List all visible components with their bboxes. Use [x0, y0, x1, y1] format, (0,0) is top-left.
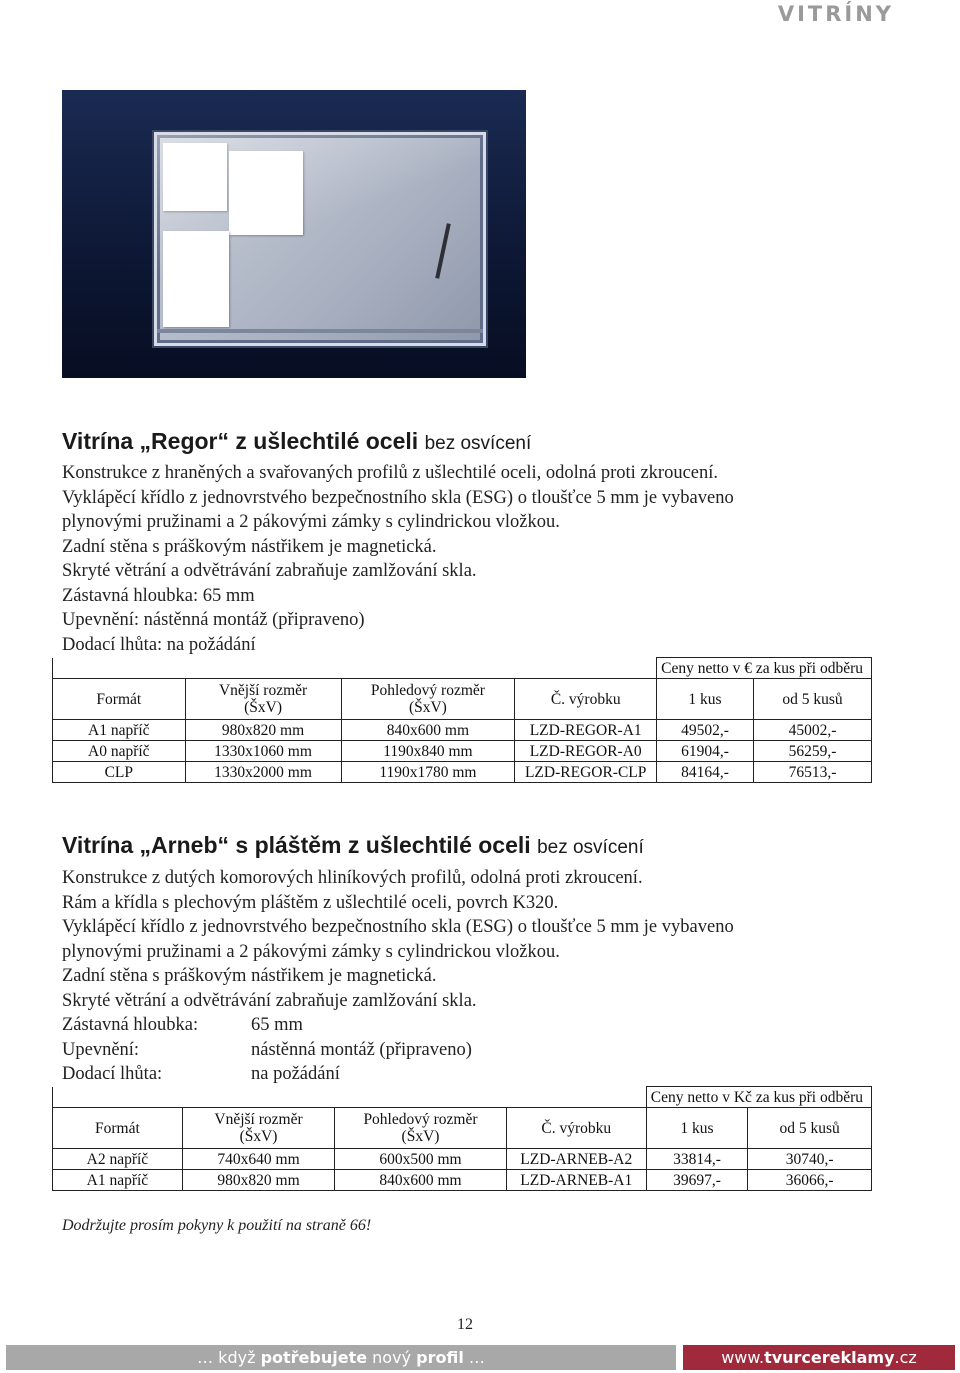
cell-outer: 980x820 mm: [182, 1170, 334, 1191]
footer-website-link[interactable]: www.tvurcereklamy.cz: [683, 1345, 955, 1370]
spec-row: [62, 1013, 734, 1038]
cell-format: CLP: [53, 762, 186, 783]
cell-price-5: 45002,-: [753, 720, 871, 741]
regor-title-sub: bez osvícení: [424, 433, 532, 454]
regor-line: plynovými pružinami a 2 pákovými zámky s cylindrickou vložkou.: [62, 512, 560, 532]
table-row: [53, 720, 872, 741]
cell-price-5: 30740,-: [748, 1149, 872, 1170]
price-header: Ceny netto v Kč za kus při odběru: [646, 1087, 871, 1108]
cell-price-1: 39697,-: [646, 1170, 747, 1191]
arneb-line: Vyklápěcí křídlo z jednovrstvého bezpečnostního skla (ESG) o tloušťce 5 mm je vybaveno: [62, 917, 734, 937]
glass-reflection: [157, 135, 483, 343]
arneb-line: Zadní stěna s práškovým nástřikem je magnetická.: [62, 966, 437, 986]
spec-row: [62, 1062, 734, 1087]
cell-price-1: 49502,-: [657, 720, 754, 741]
cell-view: 1190x840 mm: [341, 741, 515, 762]
product-photo: [62, 90, 526, 378]
cell-price-1: 33814,-: [646, 1149, 747, 1170]
table-header-row: [53, 679, 872, 720]
cell-view: 1190x1780 mm: [341, 762, 515, 783]
regor-line: Upevnění: nástěnná montáž (připraveno): [62, 610, 365, 630]
regor-price-table: [52, 657, 872, 783]
arneb-description: [62, 866, 734, 1087]
col-outer-size: Vnější rozměr (ŠxV): [182, 1108, 334, 1149]
regor-line: Dodací lhůta: na požádání: [62, 634, 256, 655]
table-header-row: [53, 1108, 872, 1149]
spec-value: nástěnná montáž (připraveno): [251, 1039, 472, 1060]
cell-price-1: 61904,-: [657, 741, 754, 762]
regor-line: Zadní stěna s práškovým nástřikem je magnetická.: [62, 536, 437, 557]
arneb-line: plynovými pružinami a 2 pákovými zámky s cylindrickou vložkou.: [62, 941, 560, 962]
arneb-line: Konstrukce z dutých komorových hliníkových profilů, odolná proti zkroucení.: [62, 868, 643, 888]
col-format: Formát: [53, 679, 186, 720]
arneb-line: Skryté větrání a odvětrávání zabraňuje zamlžování skla.: [62, 990, 477, 1011]
cell-code: LZD-REGOR-A0: [515, 741, 657, 762]
cell-price-5: 36066,-: [748, 1170, 872, 1191]
spec-key: Zástavná hloubka:: [62, 1015, 199, 1035]
col-product-code: Č. výrobku: [506, 1108, 646, 1149]
cell-price-5: 76513,-: [753, 762, 871, 783]
cell-outer: 740x640 mm: [182, 1149, 334, 1170]
table-row: [53, 741, 872, 762]
arneb-line: Rám a křídla s plechovým pláštěm z ušlechtilé oceli, povrch K320.: [62, 892, 559, 913]
cell-code: LZD-REGOR-CLP: [515, 762, 657, 783]
arneb-price-table: [52, 1086, 872, 1191]
col-format: Formát: [53, 1108, 183, 1149]
arneb-title-main: Vitrína „Arneb“ s pláštěm z ušlechtilé oceli: [62, 832, 531, 858]
cell-code: LZD-REGOR-A1: [515, 720, 657, 741]
arneb-title-sub: bez osvícení: [537, 837, 644, 858]
cell-view: 840x600 mm: [335, 1170, 506, 1191]
col-view-size: Pohledový rozměr (ŠxV): [341, 679, 515, 720]
cell-format: A0 napříč: [53, 741, 186, 762]
regor-title: [62, 428, 531, 455]
col-product-code: Č. výrobku: [515, 679, 657, 720]
cell-outer: 980x820 mm: [185, 720, 341, 741]
cell-code: LZD-ARNEB-A2: [506, 1149, 646, 1170]
usage-note: Dodržujte prosím pokyny k použití na straně 66!: [62, 1217, 372, 1234]
cell-outer: 1330x1060 mm: [185, 741, 341, 762]
showcase-frame: [154, 132, 486, 346]
regor-line: Konstrukce z hraněných a svařovaných profilů z ušlechtilé oceli, odolná proti zkroucení.: [62, 463, 719, 483]
regor-line: Zástavná hloubka: 65 mm: [62, 585, 255, 606]
col-view-size: Pohledový rozměr (ŠxV): [335, 1108, 506, 1149]
cell-price-5: 56259,-: [753, 741, 871, 762]
regor-title-main: Vitrína „Regor“ z ušlechtilé oceli: [62, 428, 419, 454]
footer-slogan: … když potřebujete nový profil …: [6, 1345, 676, 1370]
spec-row: [62, 1038, 734, 1063]
spec-key: Dodací lhůta:: [62, 1064, 163, 1084]
table-row: [53, 1170, 872, 1191]
table-blank-cell: [53, 658, 657, 679]
cell-code: LZD-ARNEB-A1: [506, 1170, 646, 1191]
regor-line: Skryté větrání a odvětrávání zabraňuje zamlžování skla.: [62, 561, 477, 581]
cell-format: A1 napříč: [53, 1170, 183, 1191]
arneb-title: [62, 832, 644, 859]
regor-description: [62, 461, 734, 657]
spec-value: na požádání: [251, 1064, 340, 1084]
frame-bottom-bar: [157, 329, 483, 333]
cell-view: 600x500 mm: [335, 1149, 506, 1170]
table-blank-cell: [53, 1087, 647, 1108]
col-price-1pc: 1 kus: [646, 1108, 747, 1149]
spec-key: Upevnění:: [62, 1039, 140, 1060]
table-row: [53, 762, 872, 783]
page-number: 12: [457, 1316, 473, 1333]
spec-value: 65 mm: [251, 1015, 303, 1035]
col-price-5pc: od 5 kusů: [748, 1108, 872, 1149]
price-header: Ceny netto v € za kus při odběru: [657, 658, 872, 679]
col-price-1pc: 1 kus: [657, 679, 754, 720]
col-outer-size: Vnější rozměr (ŠxV): [185, 679, 341, 720]
table-row: [53, 1149, 872, 1170]
cell-format: A2 napříč: [53, 1149, 183, 1170]
cell-format: A1 napříč: [53, 720, 186, 741]
cell-outer: 1330x2000 mm: [185, 762, 341, 783]
cell-view: 840x600 mm: [341, 720, 515, 741]
cell-price-1: 84164,-: [657, 762, 754, 783]
page-header-title: VITRÍNY: [777, 2, 894, 26]
regor-line: Vyklápěcí křídlo z jednovrstvého bezpečnostního skla (ESG) o tloušťce 5 mm je vybaveno: [62, 487, 734, 508]
col-price-5pc: od 5 kusů: [753, 679, 871, 720]
